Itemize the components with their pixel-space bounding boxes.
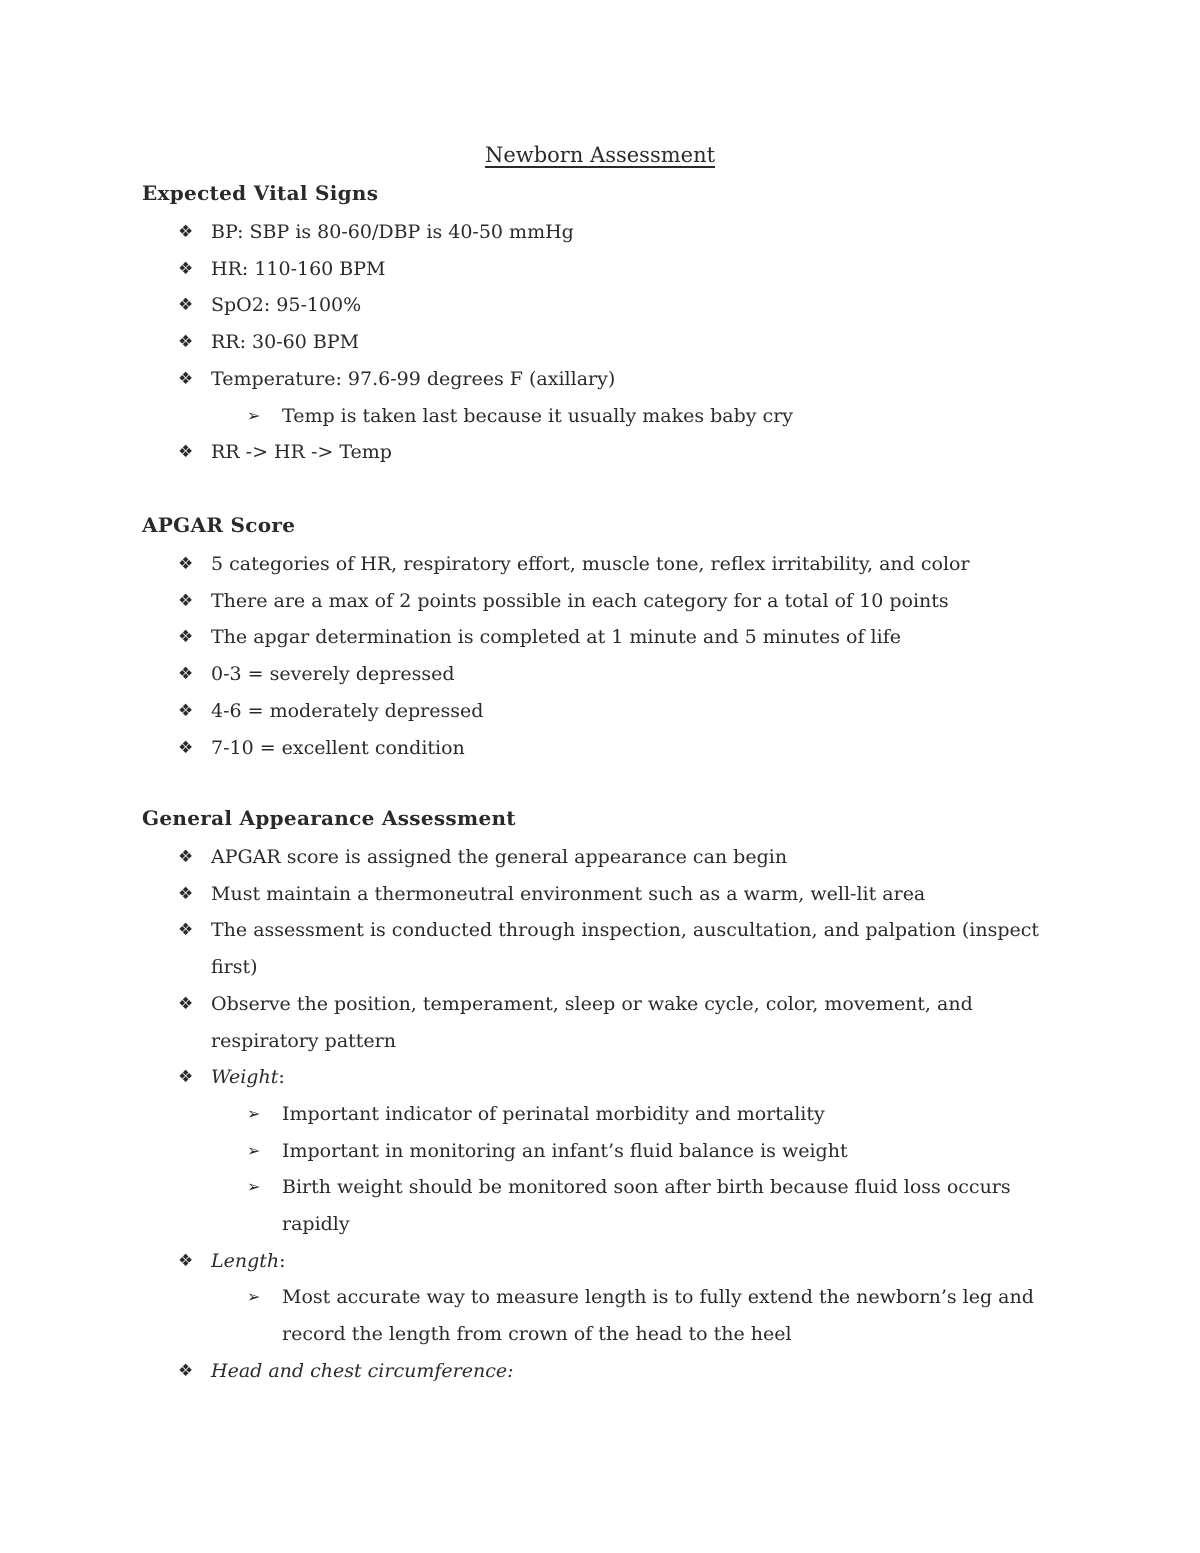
list-item-text: Temperature: 97.6-99 degrees F (axillary) [211, 367, 616, 390]
list-item [142, 324, 1042, 361]
section-heading: Expected Vital Signs [142, 181, 379, 205]
section-vital-signs [142, 178, 1042, 471]
sub-list-item-text: Important indicator of perinatal morbidity and mortality [282, 1102, 825, 1125]
list-item [142, 251, 1042, 288]
apgar-list [142, 546, 1042, 766]
list-item-text: There are a max of 2 points possible in each category for a total of 10 points [211, 589, 949, 612]
arrow-bullet-icon: ➢ [247, 1287, 261, 1307]
list-item-text: Must maintain a thermoneutral environment such as a warm, well-lit area [211, 882, 926, 905]
diamond-bullet-icon: ❖ [178, 1360, 194, 1381]
section-general-appearance [142, 803, 1042, 1390]
list-item-length [142, 1243, 1042, 1353]
list-item [142, 619, 1042, 656]
list-item-text: 0-3 = severely depressed [211, 663, 455, 686]
sub-list-item-text: Most accurate way to measure length is to fully extend the newborn’s leg and record the length from crown of the head to the heel [282, 1286, 1034, 1346]
sub-list-item [211, 398, 1042, 435]
diamond-bullet-icon: ❖ [178, 258, 194, 279]
list-item-head-chest [142, 1353, 1042, 1390]
list-item [142, 361, 1042, 434]
weight-sub-list [211, 1096, 1042, 1243]
list-item-text: Observe the position, temperament, sleep or wake cycle, color, movement, and respiratory pattern [211, 992, 973, 1052]
general-appearance-list [142, 839, 1042, 1390]
diamond-bullet-icon: ❖ [178, 368, 194, 389]
list-item [142, 693, 1042, 730]
length-label: Length [211, 1249, 280, 1272]
list-item-text: SpO2: 95-100% [211, 294, 362, 317]
list-item-text: 4-6 = moderately depressed [211, 699, 484, 722]
list-item [142, 583, 1042, 620]
diamond-bullet-icon: ❖ [178, 883, 194, 904]
weight-colon: : [278, 1066, 285, 1089]
diamond-bullet-icon: ❖ [178, 1250, 194, 1271]
list-item-weight [142, 1059, 1042, 1243]
arrow-bullet-icon: ➢ [247, 1103, 261, 1123]
diamond-bullet-icon: ❖ [178, 222, 194, 242]
sub-list-item-text: Important in monitoring an infant’s fluid balance is weight [282, 1139, 848, 1162]
sub-list-item [211, 1096, 1042, 1133]
list-item [142, 986, 1042, 1059]
diamond-bullet-icon: ❖ [178, 590, 194, 611]
document-title: Newborn Assessment [484, 143, 716, 167]
sub-list-item [211, 1279, 1042, 1352]
list-item-text: HR: 110-160 BPM [211, 257, 386, 280]
length-sub-list [211, 1279, 1042, 1352]
sub-list-item-text: Temp is taken last because it usually makes baby cry [282, 404, 794, 427]
list-item-text: BP: SBP is 80-60/DBP is 40-50 mmHg [211, 221, 574, 243]
arrow-bullet-icon: ➢ [247, 1140, 261, 1160]
list-item-text: The apgar determination is completed at 1 minute and 5 minutes of life [211, 626, 901, 649]
list-item [142, 546, 1042, 583]
list-item [142, 839, 1042, 876]
diamond-bullet-icon: ❖ [178, 737, 194, 758]
diamond-bullet-icon: ❖ [178, 332, 194, 353]
diamond-bullet-icon: ❖ [178, 847, 194, 867]
vital-signs-list [142, 214, 1042, 471]
diamond-bullet-icon: ❖ [178, 700, 194, 721]
list-item-text: 5 categories of HR, respiratory effort, muscle tone, reflex irritability, and color [211, 553, 970, 575]
list-item [142, 876, 1042, 913]
section-heading: General Appearance Assessment [142, 806, 516, 830]
diamond-bullet-icon: ❖ [178, 1067, 194, 1088]
diamond-bullet-icon: ❖ [178, 993, 194, 1014]
list-item [142, 287, 1042, 324]
list-item [142, 912, 1042, 985]
diamond-bullet-icon: ❖ [178, 442, 194, 463]
section-heading: APGAR Score [142, 513, 296, 537]
list-item-text: 7-10 = excellent condition [211, 736, 465, 759]
arrow-bullet-icon: ➢ [247, 405, 261, 425]
sub-list-item [211, 1169, 1042, 1242]
sub-list-item-text: Birth weight should be monitored soon after birth because fluid loss occurs rapidly [282, 1176, 1011, 1236]
weight-label: Weight [211, 1066, 279, 1089]
head-chest-label: Head and chest circumference: [211, 1359, 514, 1382]
list-item [142, 656, 1042, 693]
list-item [142, 434, 1042, 471]
length-colon: : [279, 1249, 286, 1272]
list-item [142, 214, 1042, 251]
sub-list-item [211, 1133, 1042, 1170]
list-item-text: RR: 30-60 BPM [211, 331, 360, 354]
list-item-text: APGAR score is assigned the general appearance can begin [211, 846, 788, 868]
list-item [142, 730, 1042, 767]
diamond-bullet-icon: ❖ [178, 554, 194, 574]
section-apgar-score [142, 510, 1042, 766]
diamond-bullet-icon: ❖ [178, 664, 194, 685]
arrow-bullet-icon: ➢ [247, 1177, 261, 1197]
sub-list [211, 398, 1042, 435]
list-item-text: RR -> HR -> Temp [211, 441, 392, 464]
list-item-text: The assessment is conducted through inspection, auscultation, and palpation (inspect first) [211, 919, 1040, 979]
diamond-bullet-icon: ❖ [178, 295, 194, 316]
diamond-bullet-icon: ❖ [178, 627, 194, 648]
diamond-bullet-icon: ❖ [178, 920, 194, 941]
